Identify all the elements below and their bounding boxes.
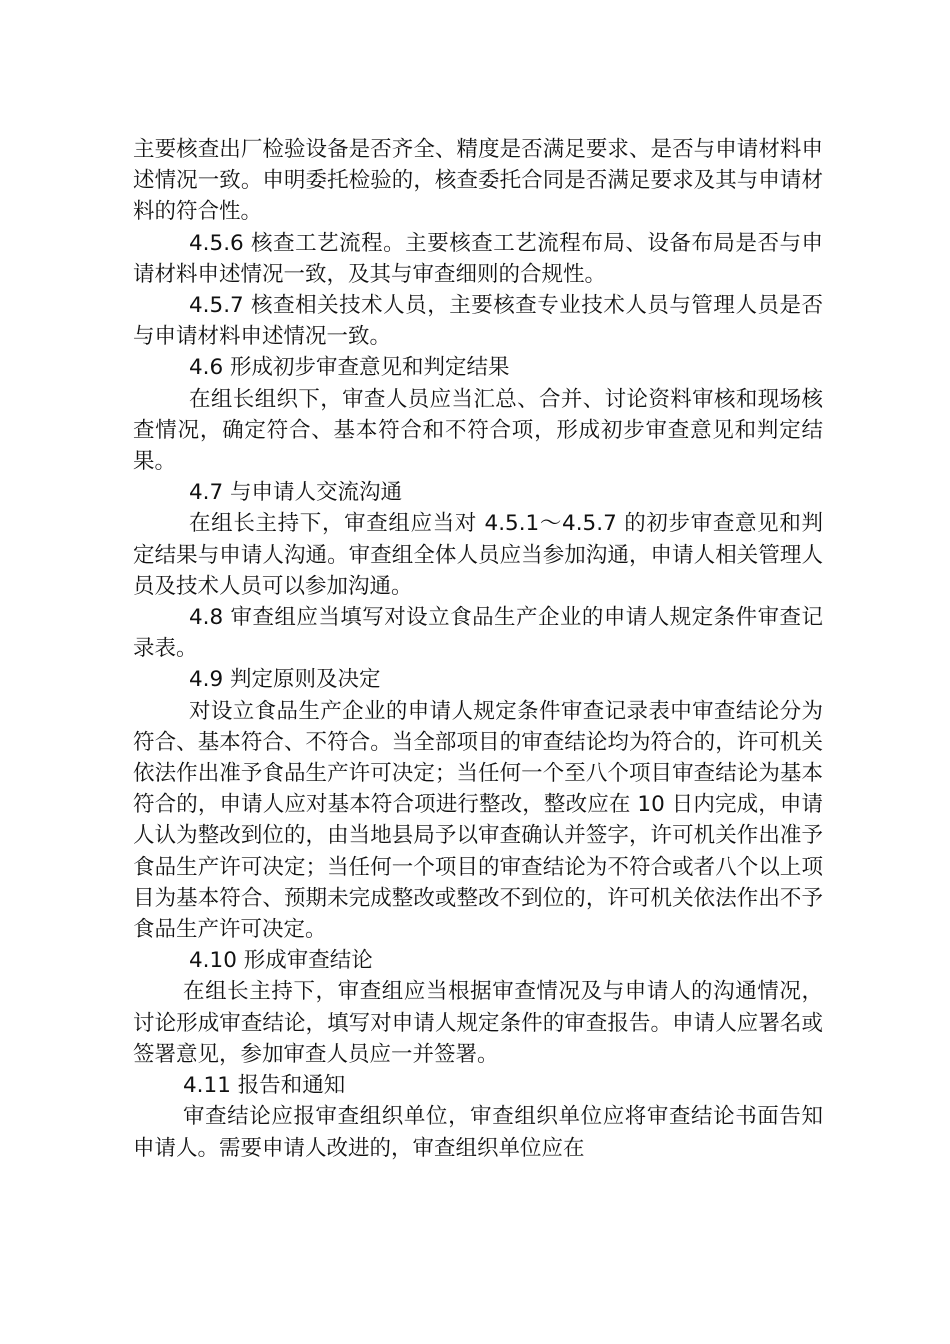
section-4-8: 4.8 审查组应当填写对设立食品生产企业的申请人规定条件审查记录表。 <box>133 605 823 662</box>
heading-4-6: 4.6 形成初步审查意见和判定结果 <box>189 355 510 381</box>
paragraph-report-notice: 审查结论应报审查组织单位，审查组织单位应将审查结论书面告知申请人。需要申请人改进的，审查组织单位应在 <box>133 1104 823 1161</box>
paragraph-judgement-principles: 对设立食品生产企业的申请人规定条件审查记录表中审查结论分为符合、基本符合、不符合。当全部项目的审查结论均为符合的，许可机关依法作出准予食品生产许可决定；当任何一个至八个项目审查结论为基本符合的，申请人应对基本符合项进行整改，整改应在 10 日内完成，申请人认为整改到位的，由当地县局予以审查确认并签字，许可机关作出准予食品生产许可决定；当任何一个项目的审查结论为不符合或者八个以上项目为基本符合、预期未完成整改或整改不到位的，许可机关依法作出不予食品生产许可决定。 <box>133 698 823 943</box>
section-4-5-7: 4.5.7 核查相关技术人员，主要核查专业技术人员与管理人员是否与申请材料申述情况一致。 <box>133 293 823 350</box>
heading-4-11: 4.11 报告和通知 <box>183 1073 346 1099</box>
heading-4-9: 4.9 判定原则及决定 <box>189 667 381 693</box>
paragraph-review-conclusion: 在组长主持下，审查组应当根据审查情况及与申请人的沟通情况，讨论形成审查结论，填写对申请人规定条件的审查报告。申请人应署名或签署意见，参加审查人员应一并签署。 <box>133 979 823 1067</box>
paragraph-communication: 在组长主持下，审查组应当对 4.5.1～4.5.7 的初步审查意见和判定结果与申请人沟通。审查组全体人员应当参加沟通，申请人相关管理人员及技术人员可以参加沟通。 <box>133 511 823 599</box>
document-page <box>133 134 823 1164</box>
heading-4-10: 4.10 形成审查结论 <box>189 948 373 974</box>
paragraph-preliminary-opinion: 在组长组织下，审查人员应当汇总、合并、讨论资料审核和现场核查情况，确定符合、基本符合和不符合项，形成初步审查意见和判定结果。 <box>133 386 823 475</box>
paragraph-equipment-check: 主要核查出厂检验设备是否齐全、精度是否满足要求、是否与申请材料申述情况一致。申明委托检验的，核查委托合同是否满足要求及其与申请材料的符合性。 <box>133 137 823 225</box>
heading-4-7: 4.7 与申请人交流沟通 <box>189 480 403 506</box>
section-4-5-6: 4.5.6 核查工艺流程。主要核查工艺流程布局、设备布局是否与申请材料申述情况一致，及其与审查细则的合规性。 <box>133 230 823 287</box>
